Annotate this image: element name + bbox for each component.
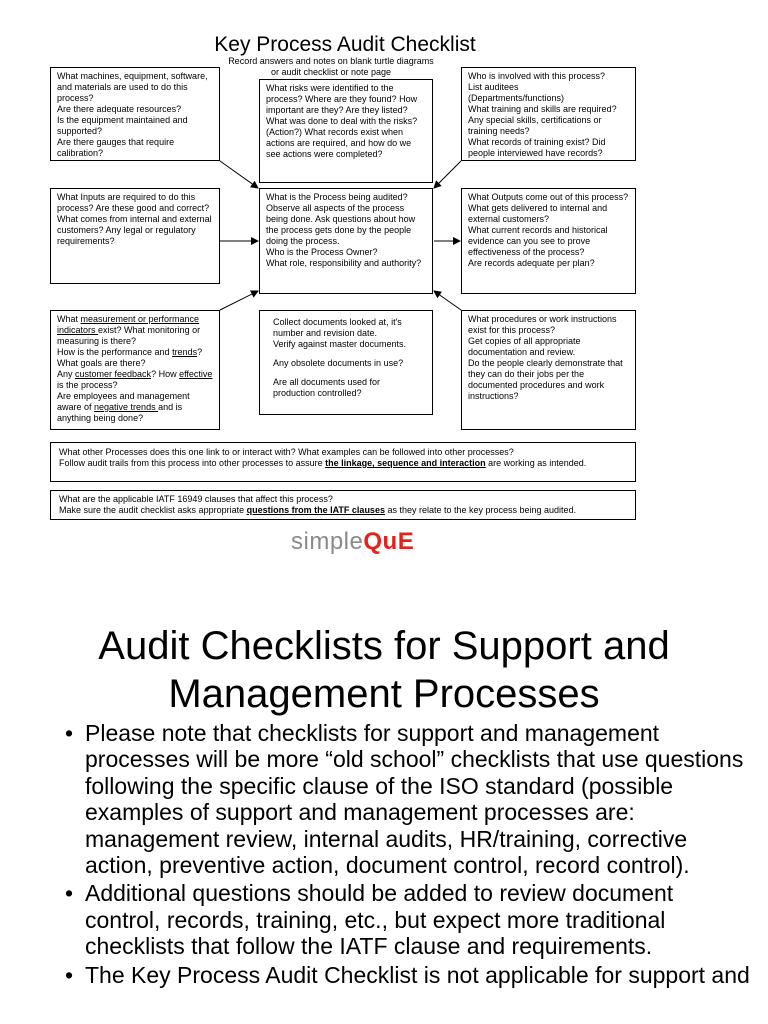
box-line: Is the equipment maintained and supported? (57, 115, 188, 136)
logo-bold-text: QuE (363, 528, 415, 555)
slide-title-line: Audit Checklists for Support and (98, 624, 670, 668)
bullet-item (62, 720, 752, 878)
box-line: What records of training exist? Did people interviewed have records? (468, 137, 606, 158)
who-box (461, 67, 636, 161)
box-line: Are records adequate per plan? (468, 258, 595, 268)
box-line: What is the Process being audited? Observe all aspects of the process being done. Ask questions about how the process gets done by the people doing the process. (266, 192, 416, 246)
inputs-box (50, 188, 220, 284)
box-line: What role, responsibility and authority? (266, 258, 422, 268)
outputs-box (461, 188, 636, 294)
box-line: What current records and historical evidence can you see to prove effectiveness of the process? (468, 225, 608, 257)
subtitle-line: Record answers and notes on blank turtle diagrams (228, 56, 434, 66)
subtitle (215, 56, 447, 78)
box-line: Collect documents looked at, it's number and revision date. Verify against master documents. (273, 317, 407, 349)
box-line: List auditees (468, 82, 519, 92)
process-links-box (50, 442, 636, 482)
arrow-measure (220, 291, 258, 310)
box-line: What gets delivered to internal and external customers? (468, 203, 608, 224)
box-line: What procedures or work instructions exist for this process? (468, 314, 617, 335)
box-line: Are there adequate resources? (57, 104, 182, 114)
box-line: What measurement or performance indicators exist? What monitoring or measuring is there? (57, 314, 201, 346)
box-line: Any obsolete documents in use? (273, 358, 404, 368)
arrow-who (434, 161, 461, 188)
box-line: (Departments/functions) (468, 93, 565, 103)
bullet-item (62, 962, 752, 988)
box-line: What other Processes does this one link to or interact with? What examples can be followed into other processes? (59, 447, 514, 457)
box-line: How is the performance and trends? (57, 347, 203, 357)
machines-box (50, 67, 220, 161)
procedures-box (461, 310, 636, 430)
bullet-dot-icon: • (65, 720, 74, 746)
box-line: What goals are there? (57, 358, 146, 368)
slide-title-line: Management Processes (168, 672, 600, 716)
box-line: Are there gauges that require calibration? (57, 137, 175, 158)
bullet-text: Please note that checklists for support and management processes will be more “old school” checklists that use questions following the specific clause of the ISO standard (possible examples of support and management processes are: management review, internal audits, HR/training, corrective action, preventive action, document control, record control). (85, 720, 744, 879)
box-line: Do the people clearly demonstrate that they can do their jobs per the documented procedures and work instructions? (468, 358, 623, 401)
box-line: Make sure the audit checklist asks appropriate questions from the IATF clauses as they relate to the key process being audited. (59, 505, 577, 515)
box-line: What comes from internal and external customers? Any legal or regulatory requirements? (57, 214, 212, 246)
bullet-text: The Key Process Audit Checklist is not applicable for support and (85, 961, 750, 988)
logo-light-text: simple (291, 528, 364, 555)
bullet-item (62, 880, 752, 959)
box-line: Follow audit trails from this process into other processes to assure the linkage, sequence and interaction are working as intended. (59, 458, 587, 468)
arrow-machines (220, 161, 258, 188)
bullet-dot-icon: • (65, 880, 74, 907)
risks-box (259, 79, 433, 183)
box-line: What are the applicable IATF 16949 clauses that affect this process? (59, 494, 333, 504)
box-line: Are employees and management aware of negative trends and is anything being done? (57, 391, 190, 423)
simpleque-logo (291, 526, 414, 558)
process-box (259, 188, 433, 294)
bullet-text: Additional questions should be added to review document control, records, training, etc., but expect more traditional checklists that follow the IATF clause and requirements. (85, 880, 674, 960)
box-line: What Inputs are required to do this process? Are these good and correct? (57, 192, 210, 213)
subtitle-line: or audit checklist or note page (270, 67, 392, 77)
page-title: Key Process Audit Checklist (214, 33, 476, 56)
box-line: Who is involved with this process? (468, 71, 606, 81)
measurement-box (50, 310, 220, 430)
iatf-clauses-box (50, 490, 636, 520)
box-line: What machines, equipment, software, and materials are used to do this process? (57, 71, 208, 103)
bullet-list (62, 720, 752, 990)
arrow-procedures (434, 291, 461, 310)
box-line: What Outputs come out of this process? (468, 192, 629, 202)
box-line: What risks were identified to the process? Where are they found? How important are they? Are they listed? What was done to deal with the risks? (Action?) What records exist when actions are required, and how do we see actions were completed? (266, 83, 418, 159)
bullet-dot-icon: • (65, 961, 74, 988)
box-line: Who is the Process Owner? (266, 247, 378, 257)
box-line: Are all documents used for production controlled? (273, 377, 381, 398)
documents-box (259, 310, 433, 415)
box-line: What training and skills are required? Any special skills, certifications or training needs? (468, 104, 617, 136)
box-line: Any customer feedback? How effective is the process? (57, 369, 213, 390)
slide-title (0, 622, 768, 718)
box-line: Get copies of all appropriate documentation and review. (468, 336, 581, 357)
